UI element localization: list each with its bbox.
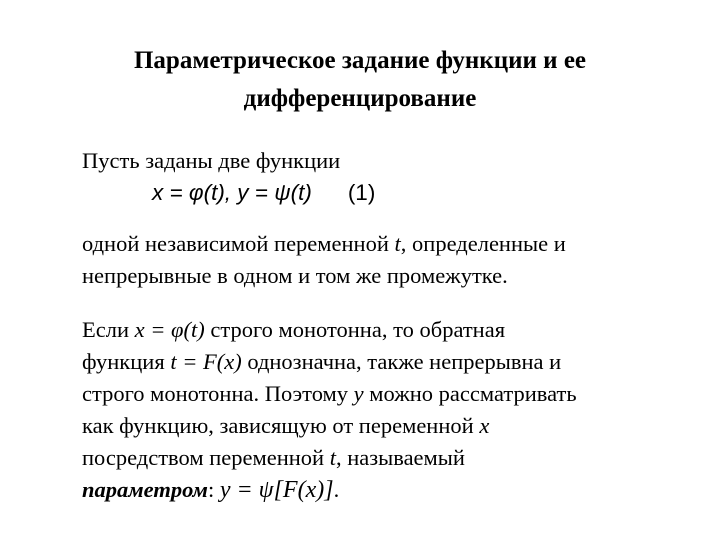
formula-2: y = ψ[F(x)] bbox=[219, 477, 334, 503]
p3-l3-var: y bbox=[353, 381, 364, 406]
p2-text-b: , определенные и bbox=[400, 231, 566, 256]
p3-l6-end: . bbox=[333, 477, 340, 502]
paragraph-3-line-6 bbox=[82, 474, 702, 506]
formula-1-line bbox=[82, 177, 702, 209]
p2-var-t: t bbox=[394, 231, 401, 256]
slide-title bbox=[60, 42, 660, 118]
p2-text-a: одной независимой переменной bbox=[82, 231, 395, 256]
p3-l2-math: t = F(x) bbox=[170, 349, 242, 374]
p3-l4-var: x bbox=[479, 413, 490, 438]
p3-l4-a: как функцию, зависящую от переменной bbox=[82, 413, 480, 438]
formula-1: x = φ(t), y = ψ(t) bbox=[152, 180, 312, 205]
p3-l2-a: функция bbox=[82, 349, 171, 374]
paragraph-3-line-5 bbox=[82, 442, 702, 474]
title-line-2: дифференцирование bbox=[243, 85, 477, 112]
paragraph-2-line-1 bbox=[82, 228, 702, 260]
paragraph-2-line-2: непрерывные в одном и том же промежутке. bbox=[82, 263, 508, 288]
paragraph-3-line-2 bbox=[82, 346, 702, 378]
parameter-term: параметром bbox=[82, 477, 208, 502]
paragraph-3-line-4 bbox=[82, 410, 702, 442]
paragraph-3-line-3 bbox=[82, 378, 702, 410]
p3-l3-b: можно рассматривать bbox=[363, 381, 577, 406]
p3-l6-colon: : bbox=[207, 477, 220, 502]
intro-paragraph bbox=[82, 145, 702, 209]
p3-l5-var: t bbox=[329, 445, 336, 470]
p3-l1-b: строго монотонна, то обратная bbox=[204, 317, 506, 342]
p3-l2-b: однозначна, также непрерывна и bbox=[241, 349, 562, 374]
p3-l5-a: посредством переменной bbox=[82, 445, 330, 470]
paragraph-2 bbox=[82, 228, 702, 292]
p3-l3-a: строго монотонна. Поэтому bbox=[82, 381, 354, 406]
paragraph-3 bbox=[82, 314, 702, 506]
p3-l1-math: x = φ(t) bbox=[134, 317, 205, 342]
p3-l1-a: Если bbox=[82, 317, 135, 342]
formula-number: (1) bbox=[347, 180, 376, 205]
paragraph-3-line-1 bbox=[82, 314, 702, 346]
intro-line: Пусть заданы две функции bbox=[82, 148, 341, 173]
title-line-1: Параметрическое задание функции и ее bbox=[133, 47, 587, 74]
p3-l5-b: , называемый bbox=[335, 445, 465, 470]
